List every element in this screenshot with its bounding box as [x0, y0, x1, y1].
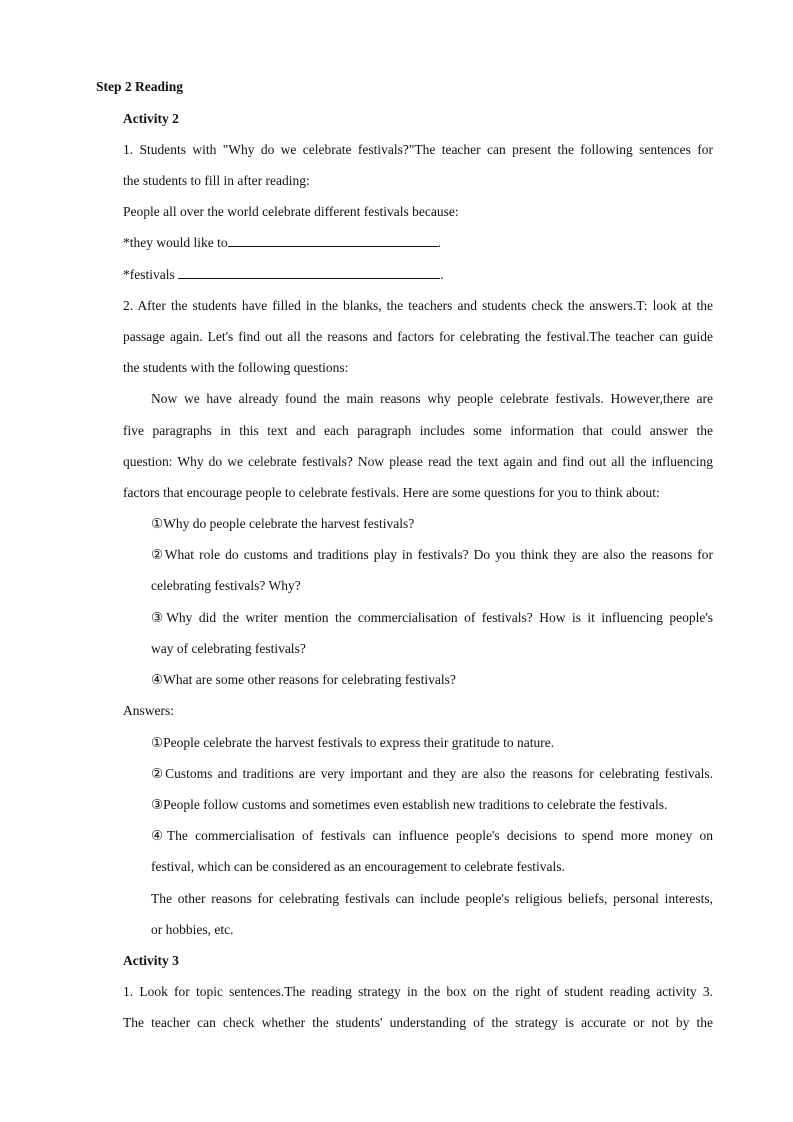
blank-line-2: [123, 266, 444, 284]
question-2-line-1: ②What role do customs and traditions play in festivals? Do you think they are also the reasons for: [151, 547, 713, 562]
question-3-line-1: ③Why did the writer mention the commercialisation of festivals? How is it influencing people's: [151, 610, 713, 625]
answer-2: ②Customs and traditions are very important and they are also the reasons for celebrating festivals.: [151, 766, 713, 781]
blank-1-period: .: [437, 235, 441, 250]
paragraph-line-2: five paragraphs in this text and each paragraph includes some information that could answer the: [123, 423, 713, 438]
blank-2-label: *festivals: [123, 267, 179, 282]
paragraph-line-3: question: Why do we celebrate festivals? Now please read the text again and find out all the influencing: [123, 454, 713, 469]
blank-1-underline[interactable]: [228, 234, 438, 247]
activity-2-heading: Activity 2: [123, 111, 179, 126]
answers-label: Answers:: [123, 703, 174, 718]
activity-2-item-2-line-3: the students with the following questions:: [123, 360, 349, 375]
other-reasons-line-2: or hobbies, etc.: [151, 922, 234, 937]
question-4: ④What are some other reasons for celebrating festivals?: [151, 672, 456, 687]
blank-1-label: *they would like to: [123, 235, 228, 250]
paragraph-line-4: factors that encourage people to celebrate festivals. Here are some questions for you to think about:: [123, 485, 660, 500]
answer-4-line-1: ④The commercialisation of festivals can influence people's decisions to spend more money on: [151, 828, 713, 843]
fill-in-prompt: People all over the world celebrate different festivals because:: [123, 204, 459, 219]
blank-line-1: [123, 234, 441, 252]
activity-3-item-1-line-2: The teacher can check whether the students' understanding of the strategy is accurate or not by the: [123, 1015, 713, 1030]
blank-2-period: .: [440, 267, 444, 282]
activity-3-item-1-line-1: 1. Look for topic sentences.The reading strategy in the box on the right of student reading activity 3.: [123, 984, 713, 999]
answer-1: ①People celebrate the harvest festivals to express their gratitude to nature.: [151, 735, 555, 750]
activity-2-item-2-line-2: passage again. Let's find out all the reasons and factors for celebrating the festival.The teacher can guide: [123, 329, 713, 344]
other-reasons-line-1: The other reasons for celebrating festivals can include people's religious beliefs, personal interests,: [151, 891, 713, 906]
activity-2-item-1-line-2: the students to fill in after reading:: [123, 173, 310, 188]
step-heading: Step 2 Reading: [96, 79, 184, 94]
activity-2-item-2-line-1: 2. After the students have filled in the blanks, the teachers and students check the answers.T: look at the: [123, 298, 713, 313]
question-2-line-2: celebrating festivals? Why?: [151, 578, 301, 593]
activity-3-heading: Activity 3: [123, 953, 179, 968]
blank-2-underline[interactable]: [178, 266, 440, 279]
activity-2-item-1-line-1: 1. Students with "Why do we celebrate festivals?"The teacher can present the following sentences for: [123, 142, 713, 157]
answer-3: ③People follow customs and sometimes even establish new traditions to celebrate the festivals.: [151, 797, 668, 812]
paragraph-line-1: Now we have already found the main reasons why people celebrate festivals. However,there are: [151, 391, 713, 406]
answer-4-line-2: festival, which can be considered as an encouragement to celebrate festivals.: [151, 859, 565, 874]
question-3-line-2: way of celebrating festivals?: [151, 641, 306, 656]
question-1: ①Why do people celebrate the harvest festivals?: [151, 516, 415, 531]
